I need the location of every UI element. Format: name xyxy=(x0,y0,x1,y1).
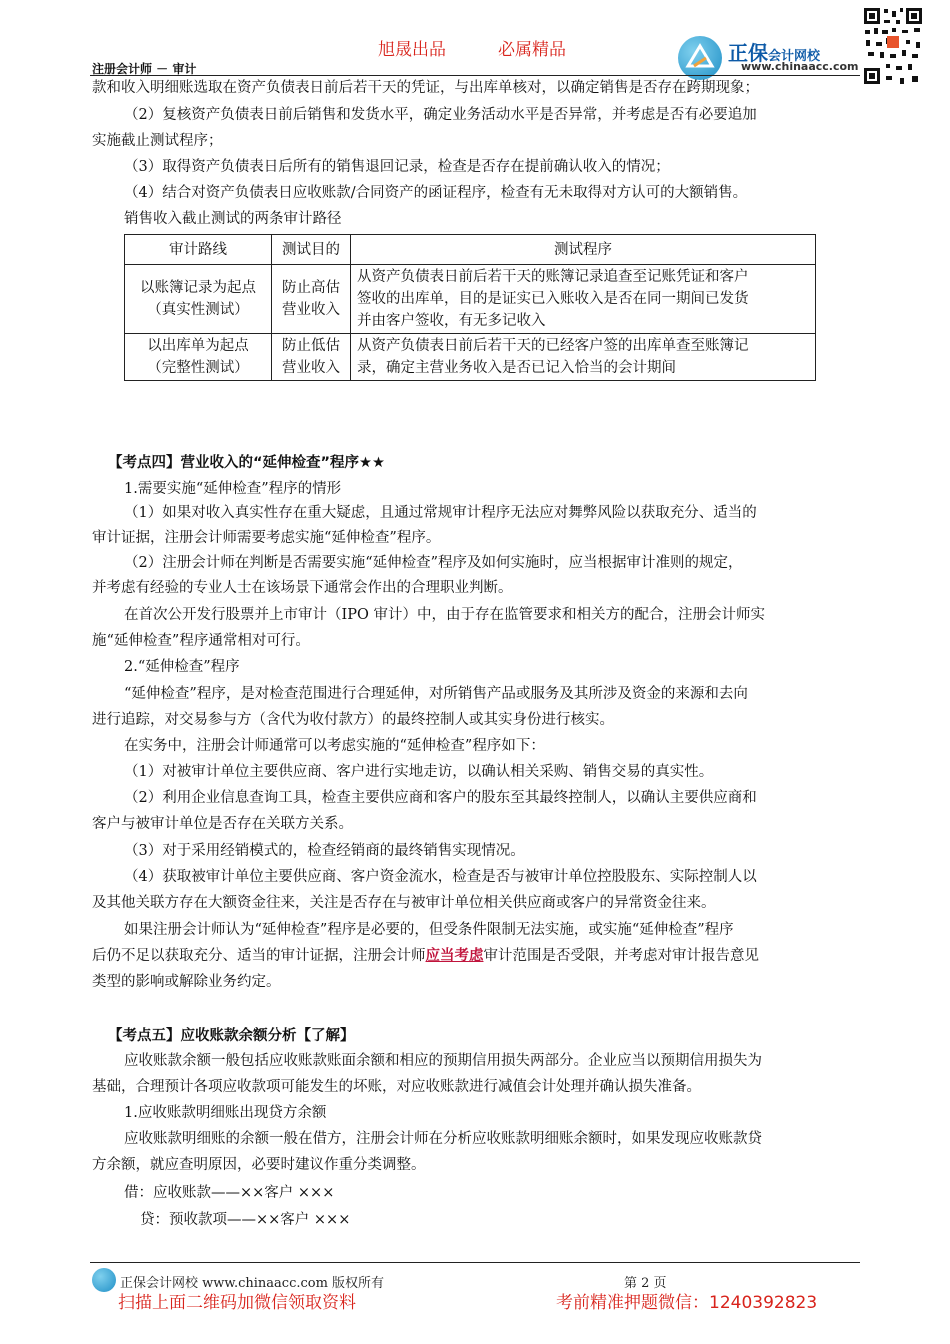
table-cell-goal: 防止高估 营业收入 xyxy=(272,265,351,334)
table-row xyxy=(125,334,816,381)
page-number: 第 2 页 xyxy=(624,1276,667,1291)
paragraph-line: 类型的影响或解除业务约定。 xyxy=(92,974,281,990)
paragraph-line: 及其他关联方存在大额资金往来，关注是否存在与被审计单位相关供应商或客户的异常资金往来。 xyxy=(92,895,716,911)
section-heading-5: 【考点五】应收账款余额分析【了解】 xyxy=(108,1028,355,1044)
table-cell-procedure: 从资产负债表日前后若干天的账簿记录追查至记账凭证和客户 签收的出库单，目的是证实已入账收入是否在同一期间已发货 并由客户签收，有无多记收入 xyxy=(351,265,816,334)
table-header-cell: 测试程序 xyxy=(351,235,816,265)
header-divider xyxy=(90,75,860,76)
paragraph-line: （4）结合对资产负债表日应收账款/合同资产的函证程序，检查有无未取得对方认可的大额销售。 xyxy=(124,185,748,201)
table-caption: 销售收入截止测试的两条审计路径 xyxy=(124,211,342,227)
header-slogan-left: 旭晟出品 xyxy=(378,40,446,60)
section-heading-4: 【考点四】营业收入的“延伸检查”程序★★ xyxy=(108,455,386,471)
paragraph-line: （3）取得资产负债表日后所有的销售退回记录，检查是否存在提前确认收入的情况； xyxy=(124,159,670,175)
logo-url: www.chinaacc.com xyxy=(741,60,859,73)
paragraph-line: （3）对于采用经销模式的，检查经销商的最终销售实现情况。 xyxy=(124,843,525,859)
logo-mark-icon xyxy=(678,36,722,80)
paragraph-line: 客户与被审计单位是否存在关联方关系。 xyxy=(92,816,353,832)
paragraph-line: 款和收入明细账选取在资产负债表日前后若干天的凭证，与出库单核对，以确定销售是否存在跨期现象； xyxy=(92,80,759,96)
table-header-cell: 测试目的 xyxy=(272,235,351,265)
footer-promo-left: 扫描上面二维码加微信领取资料 xyxy=(118,1293,356,1313)
paragraph-line: “延伸检查”程序，是对检查范围进行合理延伸，对所销售产品或服务及其所涉及资金的来源和去向 xyxy=(124,686,748,702)
table-header-row xyxy=(125,235,816,265)
footer-divider xyxy=(90,1262,860,1263)
paragraph-line: 实施截止测试程序； xyxy=(92,133,223,149)
paragraph-line: 进行追踪，对交易参与方（含代为收付款方）的最终控制人或其实身份进行核实。 xyxy=(92,712,614,728)
emphasis-link[interactable]: 应当考虑 xyxy=(425,947,484,964)
paragraph-line: 后仍不足以获取充分、适当的审计证据，注册会计师应当考虑审计范围是否受限，并考虑对审计报告意见 xyxy=(92,947,759,964)
footer-promo-right: 考前精准押题微信：1240392823 xyxy=(556,1293,818,1313)
paragraph-line: 施“延伸检查”程序通常相对可行。 xyxy=(92,633,310,649)
journal-entry-credit: 贷：预收款项——××客户 ××× xyxy=(140,1212,351,1228)
paragraph-line: （2）注册会计师在判断是否需要实施“延伸检查”程序及如何实施时，应当根据审计准则的规定， xyxy=(124,555,743,571)
paragraph-line: 2.“延伸检查”程序 xyxy=(124,659,240,675)
paragraph-line: 方余额，就应查明原因，必要时建议作重分类调整。 xyxy=(92,1157,426,1173)
footer-copyright: 正保会计网校 www.chinaacc.com 版权所有 xyxy=(120,1276,385,1291)
paragraph-line: （2）复核资产负债表日前后销售和发货水平，确定业务活动水平是否异常，并考虑是否有必要追加 xyxy=(124,107,757,123)
table-cell-route: 以出库单为起点 （完整性测试） xyxy=(125,334,272,381)
table-row xyxy=(125,265,816,334)
paragraph-line: （2）利用企业信息查询工具，检查主要供应商和客户的股东至其最终控制人，以确认主要供应商和 xyxy=(124,790,757,806)
paragraph-line: 审计证据，注册会计师需要考虑实施“延伸检查”程序。 xyxy=(92,530,441,546)
audit-path-table xyxy=(124,234,816,381)
paragraph-line: 1.应收账款明细账出现贷方余额 xyxy=(124,1105,327,1121)
paragraph-line: 并考虑有经验的专业人士在该场景下通常会作出的合理职业判断。 xyxy=(92,580,513,596)
logo-text: 正保会计网校 xyxy=(728,41,821,65)
paragraph-line: （4）获取被审计单位主要供应商、客户资金流水，检查是否与被审计单位控股股东、实际控制人以 xyxy=(124,869,757,885)
paragraph-line: （1）对被审计单位主要供应商、客户进行实地走访，以确认相关采购、销售交易的真实性。 xyxy=(124,764,714,780)
header-slogan-right: 必属精品 xyxy=(498,40,566,60)
qr-code-icon xyxy=(862,6,924,88)
paragraph-line: 应收账款明细账的余额一般在借方，注册会计师在分析应收账款明细账余额时，如果发现应收账款贷 xyxy=(124,1131,762,1147)
paragraph-line: 应收账款余额一般包括应收账款账面余额和相应的预期信用损失两部分。企业应当以预期信用损失为 xyxy=(124,1053,762,1069)
logo-icon xyxy=(678,36,722,80)
paragraph-line: （1）如果对收入真实性存在重大疑虑，且通过常规审计程序无法应对舞弊风险以获取充分、适当的 xyxy=(124,505,757,521)
course-title: 注册会计师 － 审计 xyxy=(92,62,197,76)
table-header-cell: 审计路线 xyxy=(125,235,272,265)
paragraph-line: 1.需要实施“延伸检查”程序的情形 xyxy=(124,481,342,497)
paragraph-line: 如果注册会计师认为“延伸检查”程序是必要的，但受条件限制无法实施，或实施“延伸检查”程序 xyxy=(124,922,734,938)
table-cell-goal: 防止低估 营业收入 xyxy=(272,334,351,381)
table-cell-route: 以账簿记录为起点 （真实性测试） xyxy=(125,265,272,334)
journal-entry-debit: 借：应收账款——××客户 ××× xyxy=(124,1185,335,1201)
table-cell-procedure: 从资产负债表日前后若干天的已经客户签的出库单查至账簿记 录，确定主营业务收入是否已记入恰当的会计期间 xyxy=(351,334,816,381)
paragraph-line: 在首次公开发行股票并上市审计（IPO 审计）中，由于存在监管要求和相关方的配合，注册会计师实 xyxy=(124,607,765,623)
footer-logo-icon xyxy=(92,1268,116,1292)
paragraph-line: 基础，合理预计各项应收款项可能发生的坏账，对应收账款进行减值会计处理并确认损失准备。 xyxy=(92,1079,701,1095)
paragraph-line: 在实务中，注册会计师通常可以考虑实施的“延伸检查”程序如下： xyxy=(124,738,545,754)
